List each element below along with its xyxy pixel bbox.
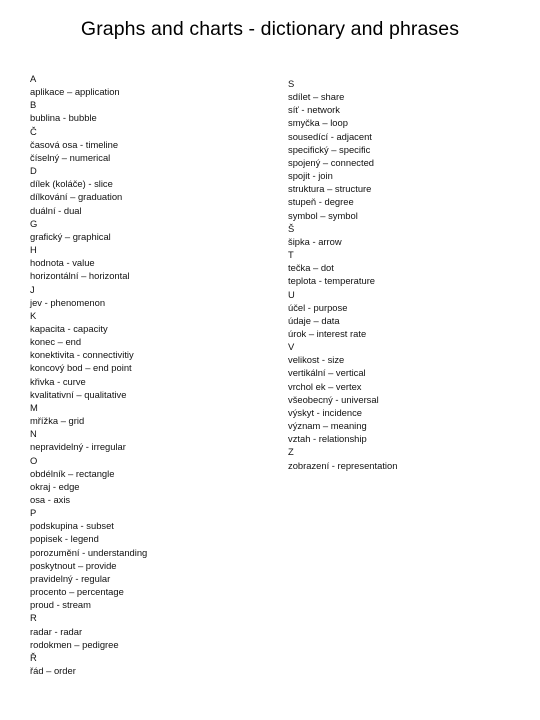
- glossary-entry: okraj - edge: [30, 480, 80, 492]
- letter-heading: S: [288, 78, 295, 89]
- glossary-entry: číselný – numerical: [30, 151, 111, 163]
- glossary-entry: hodnota - value: [30, 257, 95, 269]
- letter-heading: H: [30, 244, 37, 256]
- letter-heading: P: [30, 507, 37, 519]
- glossary-entry: horizontální – horizontal: [30, 270, 130, 282]
- glossary-entry: koncový bod – end point: [30, 362, 132, 374]
- glossary-entry: křivka - curve: [30, 375, 86, 387]
- letter-heading: O: [30, 454, 38, 466]
- glossary-entry: vrchol ek – vertex: [288, 380, 362, 392]
- glossary-entry: struktura – structure: [288, 183, 372, 195]
- glossary-entry: osa - axis: [30, 494, 71, 505]
- glossary-entry: popisek - legend: [30, 533, 99, 545]
- glossary-entry: spojit - join: [288, 170, 333, 182]
- left-glossary-column: [30, 72, 270, 677]
- glossary-entry: sousedící - adjacent: [288, 130, 372, 142]
- glossary-entry: aplikace – application: [30, 86, 120, 98]
- glossary-entry: údaje – data: [288, 314, 340, 326]
- glossary-entry: symbol – symbol: [288, 209, 358, 221]
- letter-heading: N: [30, 428, 37, 440]
- right-glossary-column: [288, 77, 528, 472]
- glossary-entry: spojený – connected: [288, 156, 375, 168]
- letter-heading: B: [30, 99, 37, 111]
- glossary-entry: grafický – graphical: [30, 230, 111, 242]
- glossary-entry: poskytnout – provide: [30, 559, 117, 571]
- glossary-entry: dílkování – graduation: [30, 191, 123, 203]
- glossary-entry: nepravidelný - irregular: [30, 441, 126, 453]
- letter-heading: M: [30, 401, 38, 413]
- glossary-entry: duální - dual: [30, 204, 82, 216]
- letter-heading: Č: [30, 125, 37, 137]
- glossary-entry: konec – end: [30, 336, 82, 348]
- letter-heading: A: [30, 73, 37, 84]
- glossary-entry: jev - phenomenon: [30, 296, 106, 308]
- glossary-entry: smyčka – loop: [288, 117, 348, 129]
- glossary-entry: kapacita - capacity: [30, 322, 108, 334]
- glossary-entry: specifický – specific: [288, 143, 371, 155]
- letter-heading: G: [30, 217, 38, 229]
- glossary-entry: mřížka – grid: [30, 415, 85, 427]
- glossary-entry: radar - radar: [30, 625, 83, 637]
- glossary-entry: rodokmen – pedigree: [30, 638, 119, 650]
- glossary-entry: význam – meaning: [288, 420, 367, 432]
- letter-heading: T: [288, 249, 294, 261]
- glossary-entry: konektivita - connectivitiy: [30, 349, 134, 361]
- glossary-entry: šipka - arrow: [288, 235, 342, 247]
- glossary-entry: proud - stream: [30, 599, 91, 611]
- page-title: Graphs and charts - dictionary and phrases: [80, 18, 460, 40]
- glossary-entry: výskyt - incidence: [288, 406, 362, 418]
- glossary-entry: všeobecný - universal: [288, 393, 379, 405]
- glossary-entry: vztah - relationship: [288, 433, 367, 445]
- glossary-entry: velikost - size: [288, 354, 345, 366]
- letter-heading: R: [30, 612, 37, 624]
- letter-heading: K: [30, 309, 37, 321]
- glossary-entry: bublina - bubble: [30, 112, 97, 124]
- letter-heading: Š: [288, 222, 295, 234]
- glossary-entry: časová osa - timeline: [30, 138, 119, 150]
- glossary-entry: pravidelný - regular: [30, 572, 111, 584]
- glossary-entry: teplota - temperature: [288, 275, 376, 287]
- letter-heading: Ř: [30, 651, 37, 663]
- glossary-entry: procento – percentage: [30, 586, 124, 598]
- glossary-entry: vertikální – vertical: [288, 367, 366, 379]
- glossary-entry: sdílet – share: [288, 91, 345, 103]
- glossary-entry: stupeň - degree: [288, 196, 354, 208]
- glossary-entry: dílek (koláče) - slice: [30, 178, 113, 190]
- glossary-entry: podskupina - subset: [30, 520, 114, 532]
- letter-heading: D: [30, 165, 37, 177]
- glossary-entry: zobrazení - representation: [288, 459, 398, 471]
- glossary-entry: obdélník – rectangle: [30, 467, 115, 479]
- glossary-entry: tečka – dot: [288, 262, 334, 274]
- glossary-entry: řád – order: [30, 665, 76, 677]
- letter-heading: V: [288, 341, 295, 353]
- letter-heading: U: [288, 288, 295, 300]
- glossary-entry: síť - network: [288, 104, 340, 116]
- glossary-entry: úrok – interest rate: [288, 327, 367, 339]
- letter-heading: Z: [288, 446, 294, 458]
- glossary-entry: kvalitativní – qualitative: [30, 388, 127, 400]
- letter-heading: J: [30, 283, 35, 295]
- glossary-entry: účel - purpose: [288, 301, 348, 313]
- glossary-entry: porozumění - understanding: [30, 546, 148, 558]
